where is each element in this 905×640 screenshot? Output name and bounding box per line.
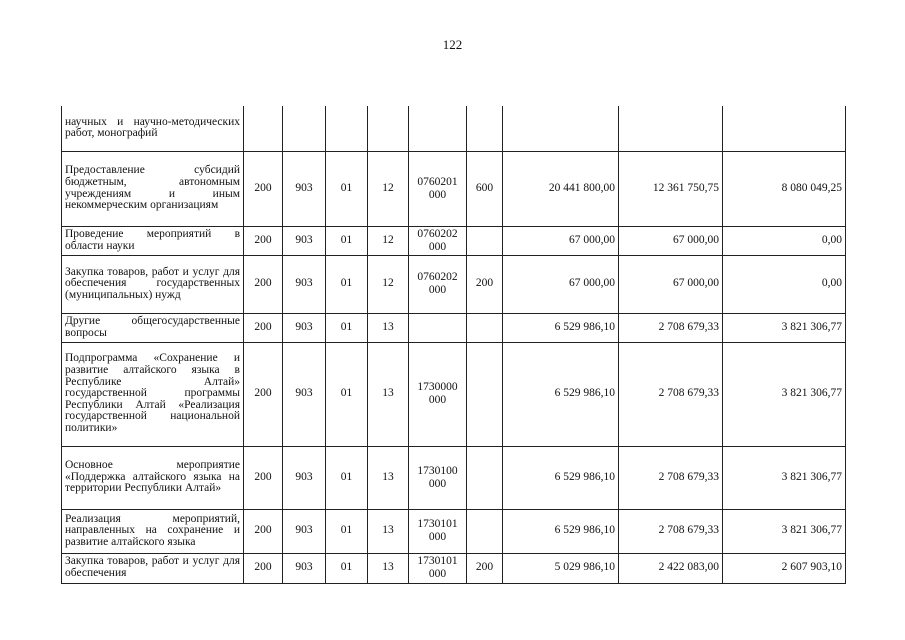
row-name: Основное мероприятие «Поддержка алтайского языка на территории Республики Алтай» xyxy=(62,446,244,509)
subsection-code: 12 xyxy=(368,226,409,255)
section-code: 200 xyxy=(244,226,283,255)
ministry-code: 903 xyxy=(283,255,326,313)
expense-type: 600 xyxy=(467,151,503,226)
sum-1: 20 441 800,00 xyxy=(503,151,619,226)
chapter-code: 01 xyxy=(326,151,368,226)
section-code: 200 xyxy=(244,313,283,342)
subsection-code: 13 xyxy=(368,342,409,446)
subsection-code: 13 xyxy=(368,509,409,553)
sum-1 xyxy=(503,106,619,151)
expense-type: 200 xyxy=(467,255,503,313)
expense-type xyxy=(467,106,503,151)
subsection-code xyxy=(368,106,409,151)
sum-3: 3 821 306,77 xyxy=(723,446,846,509)
sum-3: 0,00 xyxy=(723,226,846,255)
subsection-code: 13 xyxy=(368,553,409,583)
sum-3: 3 821 306,77 xyxy=(723,509,846,553)
sum-1: 6 529 986,10 xyxy=(503,342,619,446)
chapter-code: 01 xyxy=(326,509,368,553)
sum-1: 6 529 986,10 xyxy=(503,446,619,509)
section-code: 200 xyxy=(244,342,283,446)
row-name: Предоставление субсидий бюджетным, автономным учреждениям и иным некоммерческим организациям xyxy=(62,151,244,226)
sum-2: 12 361 750,75 xyxy=(619,151,723,226)
section-code: 200 xyxy=(244,509,283,553)
target-article xyxy=(409,106,467,151)
section-code xyxy=(244,106,283,151)
ministry-code xyxy=(283,106,326,151)
table-row xyxy=(62,151,846,226)
row-name: Закупка товаров, работ и услуг для обеспечения xyxy=(62,553,244,583)
target-article: 1730101 000 xyxy=(409,553,467,583)
expense-type xyxy=(467,509,503,553)
subsection-code: 12 xyxy=(368,255,409,313)
sum-3: 0,00 xyxy=(723,255,846,313)
sum-3 xyxy=(723,106,846,151)
target-article xyxy=(409,313,467,342)
chapter-code: 01 xyxy=(326,255,368,313)
ministry-code: 903 xyxy=(283,553,326,583)
row-name: Закупка товаров, работ и услуг для обеспечения государственных (муниципальных) нужд xyxy=(62,255,244,313)
subsection-code: 13 xyxy=(368,313,409,342)
chapter-code: 01 xyxy=(326,342,368,446)
table-row xyxy=(62,255,846,313)
table-row xyxy=(62,342,846,446)
sum-3: 3 821 306,77 xyxy=(723,342,846,446)
section-code: 200 xyxy=(244,255,283,313)
sum-2 xyxy=(619,106,723,151)
sum-3: 8 080 049,25 xyxy=(723,151,846,226)
budget-table xyxy=(61,106,846,584)
target-article: 0760202 000 xyxy=(409,226,467,255)
sum-2: 2 708 679,33 xyxy=(619,342,723,446)
target-article: 1730000 000 xyxy=(409,342,467,446)
sum-1: 67 000,00 xyxy=(503,226,619,255)
section-code: 200 xyxy=(244,446,283,509)
table-row xyxy=(62,226,846,255)
target-article: 0760201 000 xyxy=(409,151,467,226)
row-name: научных и научно-методических работ, монографий xyxy=(62,106,244,151)
expense-type xyxy=(467,342,503,446)
sum-2: 2 708 679,33 xyxy=(619,446,723,509)
sum-3: 3 821 306,77 xyxy=(723,313,846,342)
ministry-code: 903 xyxy=(283,446,326,509)
section-code: 200 xyxy=(244,151,283,226)
row-name: Другие общегосударственные вопросы xyxy=(62,313,244,342)
sum-2: 2 422 083,00 xyxy=(619,553,723,583)
sum-2: 67 000,00 xyxy=(619,226,723,255)
ministry-code: 903 xyxy=(283,313,326,342)
sum-1: 6 529 986,10 xyxy=(503,509,619,553)
target-article: 1730100 000 xyxy=(409,446,467,509)
ministry-code: 903 xyxy=(283,342,326,446)
expense-type xyxy=(467,226,503,255)
sum-2: 67 000,00 xyxy=(619,255,723,313)
row-name: Проведение мероприятий в области науки xyxy=(62,226,244,255)
sum-2: 2 708 679,33 xyxy=(619,509,723,553)
table-row xyxy=(62,106,846,151)
target-article: 1730101 000 xyxy=(409,509,467,553)
sum-1: 5 029 986,10 xyxy=(503,553,619,583)
sum-1: 67 000,00 xyxy=(503,255,619,313)
expense-type: 200 xyxy=(467,553,503,583)
chapter-code xyxy=(326,106,368,151)
row-name: Подпрограмма «Сохранение и развитие алтайского языка в Республике Алтай» государственной программы Республики Алтай «Реализация государственной национальной политики» xyxy=(62,342,244,446)
table-row xyxy=(62,446,846,509)
section-code: 200 xyxy=(244,553,283,583)
page-number: 122 xyxy=(442,37,463,52)
chapter-code: 01 xyxy=(326,446,368,509)
expense-type xyxy=(467,313,503,342)
ministry-code: 903 xyxy=(283,151,326,226)
sum-1: 6 529 986,10 xyxy=(503,313,619,342)
chapter-code: 01 xyxy=(326,553,368,583)
ministry-code: 903 xyxy=(283,226,326,255)
subsection-code: 12 xyxy=(368,151,409,226)
expense-type xyxy=(467,446,503,509)
subsection-code: 13 xyxy=(368,446,409,509)
sum-3: 2 607 903,10 xyxy=(723,553,846,583)
target-article: 0760202 000 xyxy=(409,255,467,313)
row-name: Реализация мероприятий, направленных на сохранение и развитие алтайского языка xyxy=(62,509,244,553)
table-row xyxy=(62,313,846,342)
table-row xyxy=(62,509,846,553)
table-row xyxy=(62,553,846,583)
sum-2: 2 708 679,33 xyxy=(619,313,723,342)
ministry-code: 903 xyxy=(283,509,326,553)
chapter-code: 01 xyxy=(326,226,368,255)
chapter-code: 01 xyxy=(326,313,368,342)
